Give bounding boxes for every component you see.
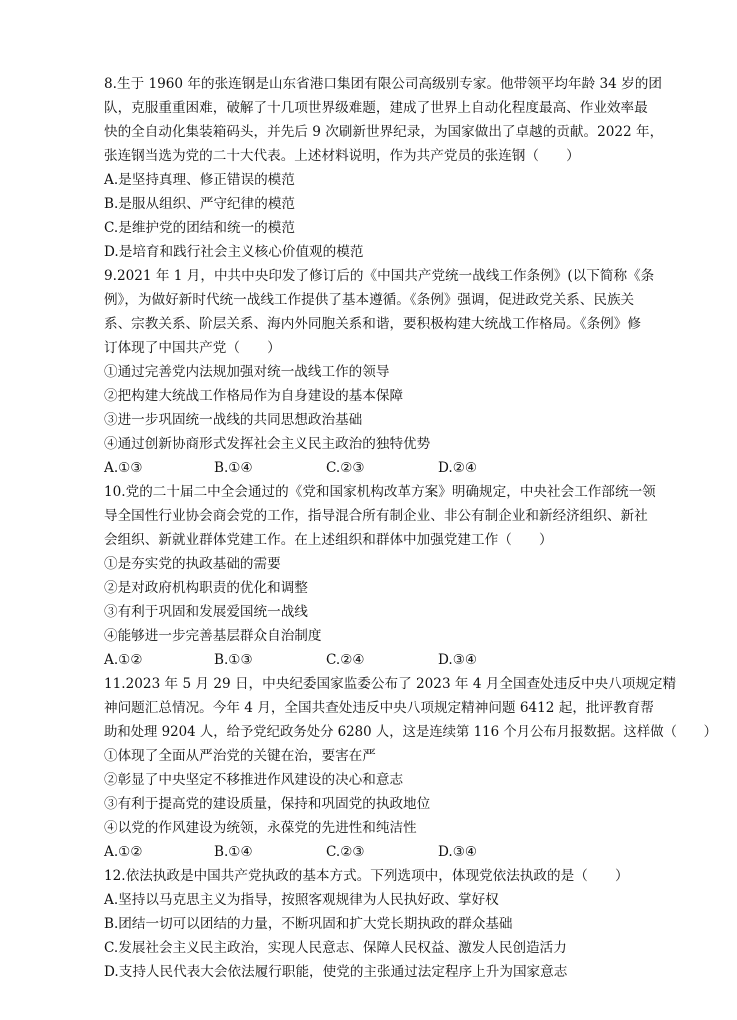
option-a: A.是坚持真理、修正错误的模范 xyxy=(104,172,295,188)
question-stem-line: 11.2023 年 5 月 29 日，中央纪委国家监委公布了 2023 年 4 月全国查处违反中央八项规定精 xyxy=(104,676,677,692)
choice-a: A.①② xyxy=(104,652,143,668)
choice-b: B.①④ xyxy=(214,460,253,476)
statement-2: ②是对政府机构职责的优化和调整 xyxy=(104,580,308,596)
choice-d: D.③④ xyxy=(438,844,478,860)
question-stem-line: 8.生于 1960 年的张连钢是山东省港口集团有限公司高级别专家。他带领平均年龄 34 岁的团 xyxy=(104,76,662,92)
question-stem-line: 例》，为做好新时代统一战线工作提供了基本遵循。《条例》强调，促进政党关系、民族关 xyxy=(104,292,635,308)
statement-4: ④能够进一步完善基层群众自治制度 xyxy=(104,628,322,644)
option-d: D.是培育和践行社会主义核心价值观的模范 xyxy=(104,244,364,260)
question-stem-line: 订体现了中国共产党（ ） xyxy=(104,340,281,356)
option-c: C.是维护党的团结和统一的模范 xyxy=(104,220,295,236)
choice-d: D.②④ xyxy=(438,460,478,476)
option-a: A.坚持以马克思主义为指导，按照客观规律为人民执好政、掌好权 xyxy=(104,892,499,908)
question-stem-line: 9.2021 年 1 月，中共中央印发了修订后的《中国共产党统一战线工作条例》(以下简称《条 xyxy=(104,268,655,284)
statement-3: ③有利于巩固和发展爱国统一战线 xyxy=(104,604,308,620)
question-stem-line: 系、宗教关系、阶层关系、海内外同胞关系和谐，要积极构建大统战工作格局。《条例》修 xyxy=(104,316,641,332)
question-stem-line: 张连钢当选为党的二十大代表。上述材料说明，作为共产党员的张连钢（ ） xyxy=(104,148,580,164)
question-stem-line: 队，克服重重困难，破解了十几项世界级难题，建成了世界上自动化程度最高、作业效率最 xyxy=(104,100,648,116)
statement-1: ①是夯实党的执政基础的需要 xyxy=(104,556,281,572)
question-stem-line: 神问题汇总情况。今年 4 月，全国共查处违反中央八项规定精神问题 6412 起，批评教育帮 xyxy=(104,700,654,716)
choice-a: A.①③ xyxy=(104,460,143,476)
option-b: B.团结一切可以团结的力量，不断巩固和扩大党长期执政的群众基础 xyxy=(104,916,513,932)
statement-3: ③进一步巩固统一战线的共同思想政治基础 xyxy=(104,412,363,428)
choice-a: A.①② xyxy=(104,844,143,860)
statement-4: ④通过创新协商形式发挥社会主义民主政治的独特优势 xyxy=(104,436,431,452)
question-stem-line: 10.党的二十届二中全会通过的《党和国家机构改革方案》明确规定，中央社会工作部统一领 xyxy=(104,484,656,500)
choice-b: B.①③ xyxy=(214,652,253,668)
choice-c: C.②④ xyxy=(326,652,365,668)
statement-2: ②彰显了中央坚定不移推进作风建设的决心和意志 xyxy=(104,772,404,788)
option-b: B.是服从组织、严守纪律的模范 xyxy=(104,196,296,212)
choice-c: C.②③ xyxy=(326,844,365,860)
question-stem-line: 12.依法执政是中国共产党执政的基本方式。下列选项中，体现党依法执政的是（ ） xyxy=(104,868,629,884)
statement-4: ④以党的作风建设为统领，永葆党的先进性和纯洁性 xyxy=(104,820,417,836)
choice-b: B.①④ xyxy=(214,844,253,860)
statement-1: ①体现了全面从严治党的关键在治，要害在严 xyxy=(104,748,376,764)
question-stem-line: 快的全自动化集装箱码头，并先后 9 次刷新世界纪录，为国家做出了卓越的贡献。2022 年， xyxy=(104,124,664,140)
question-stem-line: 导全国性行业协会商会党的工作，指导混合所有制企业、非公有制企业和新经济组织、新社 xyxy=(104,508,648,524)
option-d: D.支持人民代表大会依法履行职能，使党的主张通过法定程序上升为国家意志 xyxy=(104,964,568,980)
choice-d: D.③④ xyxy=(438,652,478,668)
statement-3: ③有利于提高党的建设质量，保持和巩固党的执政地位 xyxy=(104,796,431,812)
question-stem-line: 助和处理 9204 人，给予党纪政务处分 6280 人，这是连续第 116 个月公布月报数据。这样做（ ） xyxy=(104,724,718,740)
statement-2: ②把构建大统战工作格局作为自身建设的基本保障 xyxy=(104,388,404,404)
statement-1: ①通过完善党内法规加强对统一战线工作的领导 xyxy=(104,364,390,380)
option-c: C.发展社会主义民主政治，实现人民意志、保障人民权益、激发人民创造活力 xyxy=(104,940,567,956)
question-stem-line: 会组织、新就业群体党建工作。在上述组织和群体中加强党建工作（ ） xyxy=(104,532,553,548)
choice-c: C.②③ xyxy=(326,460,365,476)
